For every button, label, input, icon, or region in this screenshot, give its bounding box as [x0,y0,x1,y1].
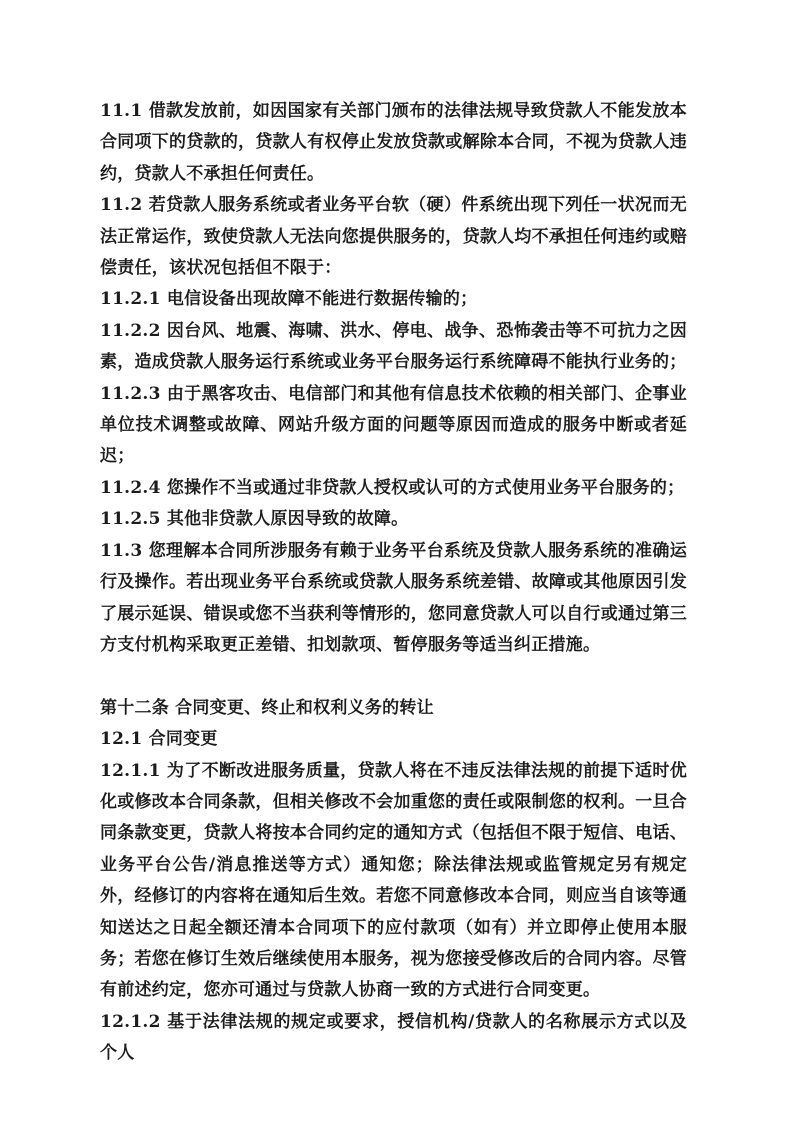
clause-12-1-1: 12.1.1 为了不断改进服务质量，贷款人将在不违反法律法规的前提下适时优化或修改本合同条款，但相关修改不会加重您的责任或限制您的权利。一旦合同条款变更，贷款人将按本合同约定的通知方式（包括但不限于短信、电话、业务平台公告/消息推送等方式）通知您；除法律法规或监管规定另有规定外，经修订的内容将在通知后生效。若您不同意修改本合同，则应当自该等通知送达之日起全额还清本合同项下的应付款项（如有）并立即停止使用本服务；若您在修订生效后继续使用本服务，视为您接受修改后的合同内容。尽管有前述约定，您亦可通过与贷款人协商一致的方式进行合同变更。 [100,760,687,1001]
clause-11-2-1: 11.2.1 电信设备出现故障不能进行数据传输的； [100,289,478,310]
clause-11-2-5: 11.2.5 其他非贷款人原因导致的故障。 [100,509,409,530]
clause-11-1: 11.1 借款发放前，如因国家有关部门颁布的法律法规导致贷款人不能发放本合同项下的贷款的，贷款人有权停止发放贷款或解除本合同，不视为贷款人违约，贷款人不承担任何责任。 [100,101,687,184]
article-12-heading: 第十二条 合同变更、终止和权利义务的转让 [100,697,434,718]
clause-11-2: 11.2 若贷款人服务系统或者业务平台软（硬）件系统出现下列任一状况而无法正常运作，致使贷款人无法向您提供服务的，贷款人均不承担任何违约或赔偿责任，该状况包括但不限于： [100,195,687,279]
clause-11-2-2: 11.2.2 因台风、地震、海啸、洪水、停电、战争、恐怖袭击等不可抗力之因素，造成贷款人服务运行系统或业务平台服务运行系统障碍不能执行业务的； [100,320,687,373]
clause-11-2-4: 11.2.4 您操作不当或通过非贷款人授权或认可的方式使用业务平台服务的； [100,477,685,498]
clause-12-1-2: 12.1.2 基于法律法规的规定或要求，授信机构/贷款人的名称展示方式以及个人 [100,1011,687,1064]
clause-12-1: 12.1 合同变更 [100,729,218,750]
clause-11-3: 11.3 您理解本合同所涉服务有赖于业务平台系统及贷款人服务系统的准确运行及操作。若出现业务平台系统或贷款人服务系统差错、故障或其他原因引发了展示延误、错误或您不当获利等情形的，您同意贷款人可以自行或通过第三方支付机构采取更正差错、扣划款项、暂停服务等适当纠正措施。 [100,540,687,655]
clause-11-2-3: 11.2.3 由于黑客攻击、电信部门和其他有信息技术依赖的相关部门、企事业单位技术调整或故障、网站升级方面的问题等原因而造成的服务中断或者延迟； [100,383,687,467]
